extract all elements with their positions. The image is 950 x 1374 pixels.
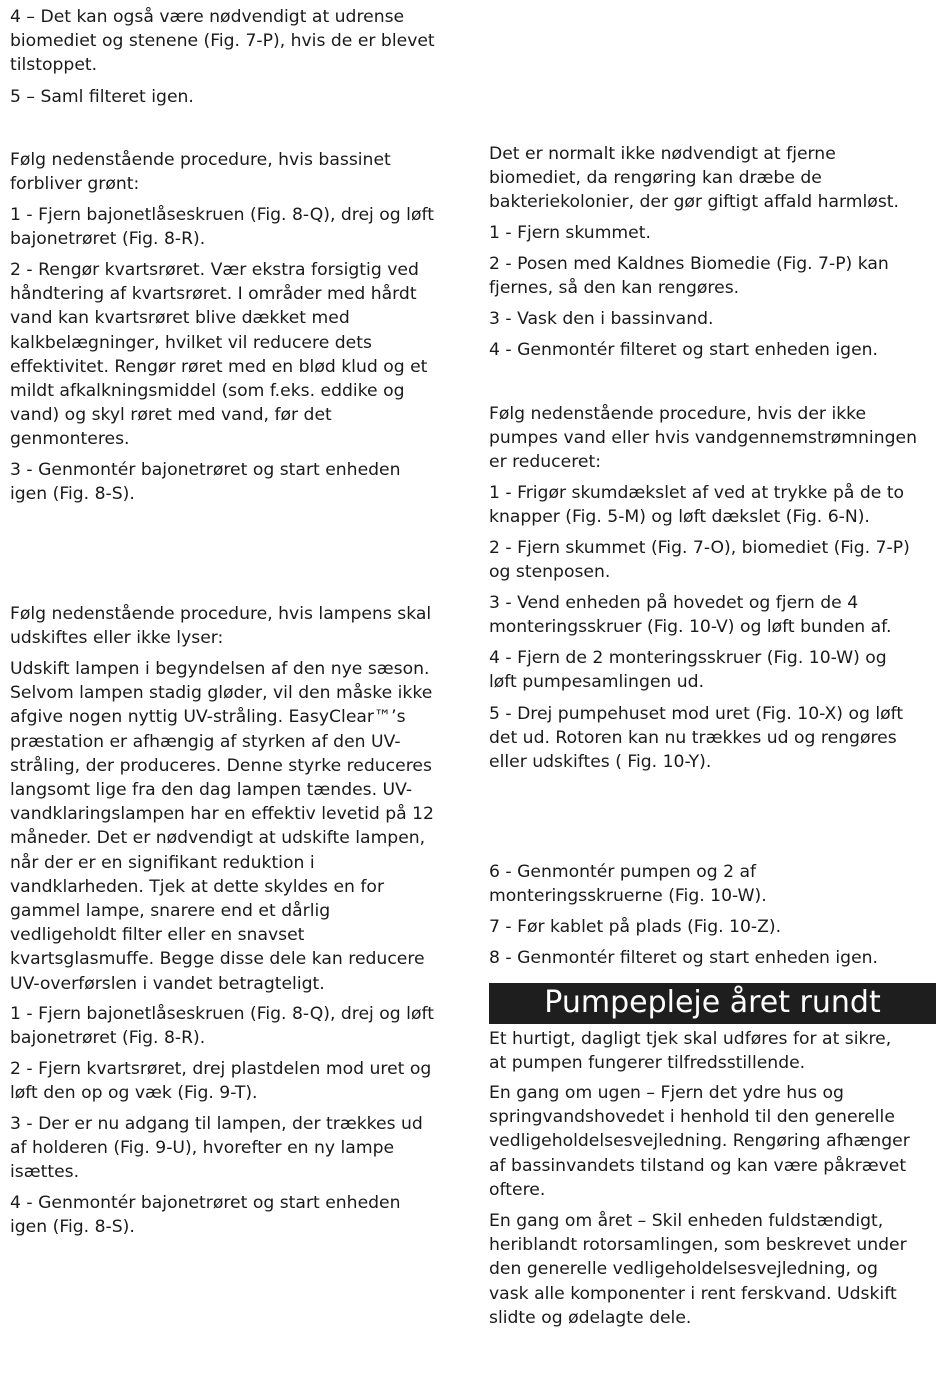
pump-intro: Følg nedenstående procedure, hvis der ikke pumpes vand eller hvis vandgennemstrømningen er reduceret:: [489, 404, 917, 473]
biomedia-step-2: 2 - Posen med Kaldnes Biomedie (Fig. 7-P) kan fjernes, så den kan rengøres.: [489, 254, 889, 299]
lamp-body: Udskift lampen i begyndelsen af den nye sæson. Selvom lampen stadig gløder, vil den måske ikke afgive nogen nyttig UV-stråling. EasyClear™’s præstation er afhængig af styrken af den UV- stråling, der produceres. Denne styrke reduceres langsomt lige fra den dag lampen tændes. UV- vandklaringslampen har en effektiv levetid på 12 måneder. Det er nødvendigt at udskifte lampen, når der er en signifikant reduktion i vandklarheden. Tjek at dette skyldes en for gammel lampe, snarere end et dårlig vedligeholdt filter eller en snavset kvartsglasmuffe. Begge disse dele kan reducere UV-overførslen i vandet betragteligt.: [10, 659, 434, 994]
pump-step-2: 2 - Fjern skummet (Fig. 7-O), biomediet (Fig. 7-P) og stenposen.: [489, 538, 910, 583]
lamp-step-4: 4 - Genmontér bajonetrøret og start enheden igen (Fig. 8-S).: [10, 1193, 401, 1238]
pump-step-7: 7 - Før kablet på plads (Fig. 10-Z).: [489, 917, 782, 937]
lamp-intro: Følg nedenstående procedure, hvis lampens skal udskiftes eller ikke lyser:: [10, 604, 432, 649]
biomedia-intro: Det er normalt ikke nødvendigt at fjerne biomediet, da rengøring kan dræbe de bakteriekolonier, der gør giftigt affald harmløst.: [489, 144, 899, 213]
lamp-step-3: 3 - Der er nu adgang til lampen, der trækkes ud af holderen (Fig. 9-U), hvorefter en ny lampe isættes.: [10, 1114, 423, 1183]
pump-step-3: 3 - Vend enheden på hovedet og fjern de 4 monteringsskruer (Fig. 10-V) og løft bunden af.: [489, 593, 892, 638]
section-heading-banner: Pumpepleje året rundt: [489, 983, 936, 1024]
lamp-step-2: 2 - Fjern kvartsrøret, drej plastdelen mod uret og løft den op og væk (Fig. 9-T).: [10, 1059, 432, 1104]
green-water-step-2: 2 - Rengør kvartsrøret. Vær ekstra forsigtig ved håndtering af kvartsrøret. I områder med hårdt vand kan kvartsrøret blive dækket med kalkbelægninger, hvilket vil reducere dets effektivitet. Rengør røret med en blød klud og et mildt afkalkningsmiddel (som f.eks. eddike og vand) og skyl røret med vand, før det genmonteres.: [10, 260, 428, 450]
yearly-paragraph: En gang om året – Skil enheden fuldstændigt, heriblandt rotorsamlingen, som beskrevet under den generelle vedligeholdelsesvejledning, og vask alle komponenter i rent ferskvand. Udskift slidte og ødelagte dele.: [489, 1211, 907, 1328]
green-water-intro: Følg nedenstående procedure, hvis bassinet forbliver grønt:: [10, 150, 391, 195]
weekly-paragraph: En gang om ugen – Fjern det ydre hus og springvandshovedet i henhold til den generelle vedligeholdelsesvejledning. Rengøring afhænger af bassinvandets tilstand og kan være påkrævet oftere.: [489, 1083, 910, 1200]
pump-step-5: 5 - Drej pumpehuset mod uret (Fig. 10-X) og løft det ud. Rotoren kan nu trækkes ud og rengøres eller udskiftes ( Fig. 10-Y).: [489, 704, 904, 773]
green-water-step-3: 3 - Genmontér bajonetrøret og start enheden igen (Fig. 8-S).: [10, 460, 401, 505]
pump-step-8: 8 - Genmontér filteret og start enheden igen.: [489, 948, 879, 968]
pump-step-6: 6 - Genmontér pumpen og 2 af monteringsskruerne (Fig. 10-W).: [489, 862, 767, 907]
biomedia-step-1: 1 - Fjern skummet.: [489, 223, 651, 243]
biomedia-step-3: 3 - Vask den i bassinvand.: [489, 309, 714, 329]
daily-check-paragraph: Et hurtigt, dagligt tjek skal udføres for at sikre, at pumpen fungerer tilfredsstillende.: [489, 1029, 892, 1074]
step-5-reassemble: 5 – Saml filteret igen.: [10, 87, 194, 107]
green-water-step-1: 1 - Fjern bajonetlåseskruen (Fig. 8-Q), drej og løft bajonetrøret (Fig. 8-R).: [10, 205, 434, 250]
pump-step-1: 1 - Frigør skumdækslet af ved at trykke på de to knapper (Fig. 5-M) og løft dækslet (Fig. 6-N).: [489, 483, 905, 528]
step-4-clean-biomedia: 4 – Det kan også være nødvendigt at udrense biomediet og stenene (Fig. 7-P), hvis de er blevet tilstoppet.: [10, 7, 435, 76]
biomedia-step-4: 4 - Genmontér filteret og start enheden igen.: [489, 340, 879, 360]
pump-step-4: 4 - Fjern de 2 monteringsskruer (Fig. 10-W) og løft pumpesamlingen ud.: [489, 648, 887, 693]
lamp-step-1: 1 - Fjern bajonetlåseskruen (Fig. 8-Q), drej og løft bajonetrøret (Fig. 8-R).: [10, 1004, 434, 1049]
